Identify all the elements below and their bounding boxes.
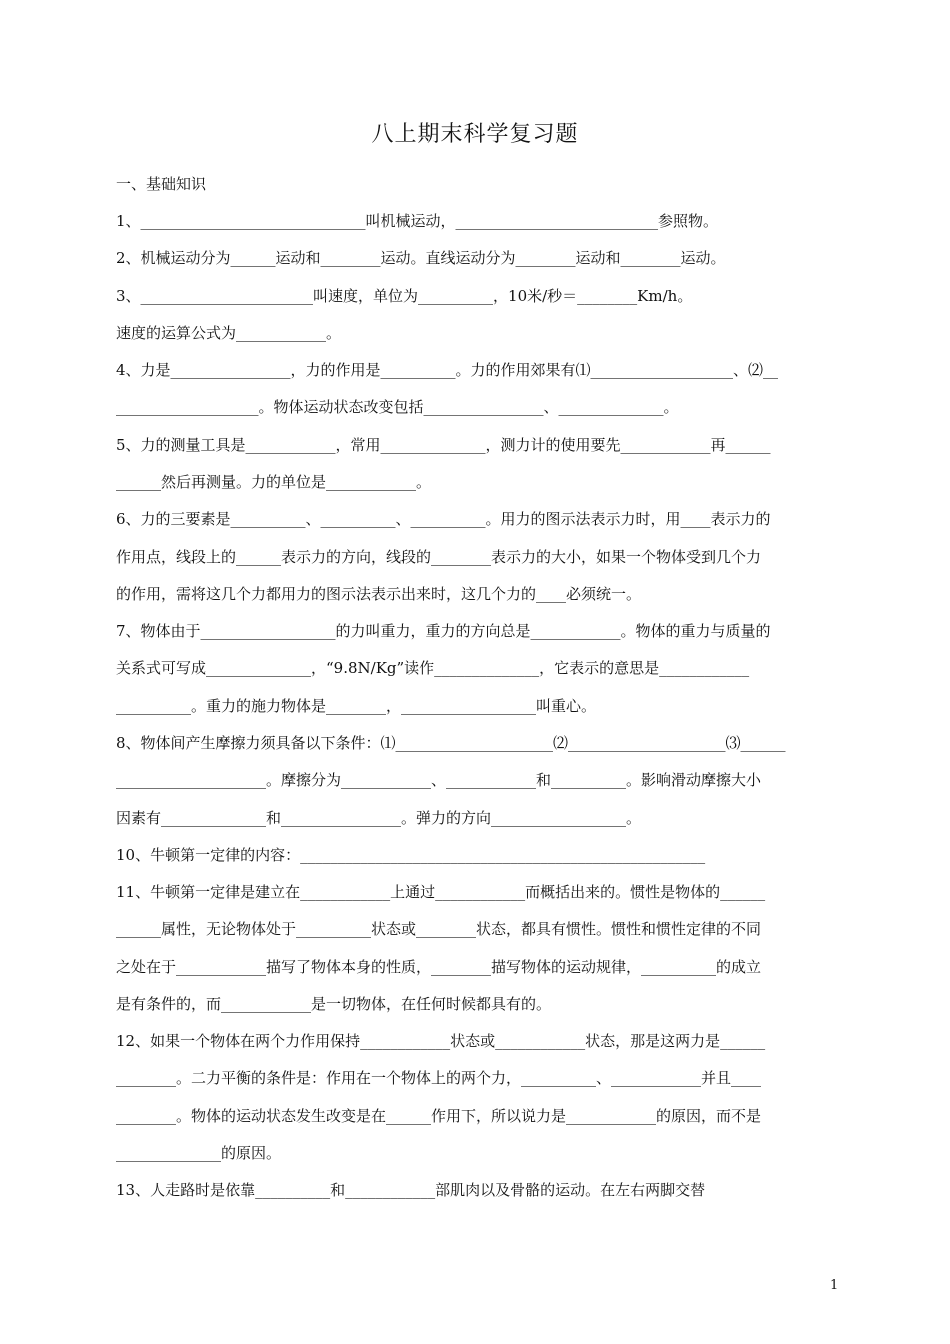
text-line: 关系式可写成______________，“9.8N/Kg”读作______________，它表示的意思是____________ bbox=[116, 659, 750, 677]
text-line: 12、如果一个物体在两个力作用保持____________状态或____________状态，那是这两力是______ bbox=[116, 1032, 766, 1050]
text-line: 是有条件的，而____________是一切物体，在任何时候都具有的。 bbox=[116, 995, 552, 1013]
text-line: ______________的原因。 bbox=[116, 1144, 282, 1162]
text-line: 6、力的三要素是__________、__________、__________。用力的图示法表示力时，用____表示力的 bbox=[116, 510, 771, 528]
text-line: 作用点，线段上的______表示力的方向，线段的________表示力的大小，如果一个物体受到几个力 bbox=[116, 548, 762, 566]
text-line: 5、力的测量工具是____________，常用______________，测力计的使用要先____________再______ bbox=[116, 436, 771, 454]
text-line: 之处在于____________描写了物体本身的性质，________描写物体的运动规律，__________的成立 bbox=[116, 958, 762, 976]
text-line: 速度的运算公式为____________。 bbox=[116, 324, 342, 342]
text-line: 11、牛顿第一定律是建立在____________上通过____________而概括出来的。惯性是物体的______ bbox=[116, 883, 766, 901]
text-line: 3、_______________________叫速度，单位为__________，10米/秒＝________Km/h。 bbox=[116, 287, 693, 305]
text-line: ______然后再测量。力的单位是____________。 bbox=[116, 473, 432, 491]
text-line: 4、力是________________，力的作用是__________。力的作用郊果有⑴___________________、⑵__ bbox=[116, 361, 779, 379]
text-line: 13、人走路时是依靠__________和____________部肌肉以及骨骼的运动。在左右两脚交替 bbox=[116, 1181, 706, 1199]
text-line: ______属性，无论物体处于__________状态或________状态，都具有惯性。惯性和惯性定律的不同 bbox=[116, 920, 762, 938]
text-line: 的作用，需将这几个力都用力的图示法表示出来时，这几个力的____必须统一。 bbox=[116, 585, 642, 603]
text-line: 8、物体间产生摩擦力须具备以下条件：⑴_____________________⑵_____________________⑶______ bbox=[116, 734, 786, 752]
text-line: 10、牛顿第一定律的内容：______________________________________________________ bbox=[116, 846, 706, 864]
text-line: __________。重力的施力物体是________，__________________叫重心。 bbox=[116, 697, 597, 715]
text-line: 2、机械运动分为______运动和________运动。直线运动分为________运动和________运动。 bbox=[116, 249, 726, 267]
text-line: 1、______________________________叫机械运动，___________________________参照物。 bbox=[116, 212, 719, 230]
text-line: 一、基础知识 bbox=[116, 175, 207, 193]
text-line: ________。二力平衡的条件是：作用在一个物体上的两个力，__________、____________并且____ bbox=[116, 1069, 762, 1087]
text-line: ____________________。摩擦分为____________、____________和__________。影响滑动摩擦大小 bbox=[116, 771, 762, 789]
page-title: 八上期末科学复习题 bbox=[371, 122, 579, 147]
text-line: 因素有______________和________________。弹力的方向__________________。 bbox=[116, 809, 642, 827]
text-line: 7、物体由于__________________的力叫重力，重力的方向总是____________。物体的重力与质量的 bbox=[116, 622, 771, 640]
text-line: ________。物体的运动状态发生改变是在______作用下，所以说力是____________的原因，而不是 bbox=[116, 1107, 762, 1125]
text-line: ___________________。物体运动状态改变包括________________、______________。 bbox=[116, 398, 679, 416]
page-number: 1 bbox=[830, 1278, 839, 1293]
